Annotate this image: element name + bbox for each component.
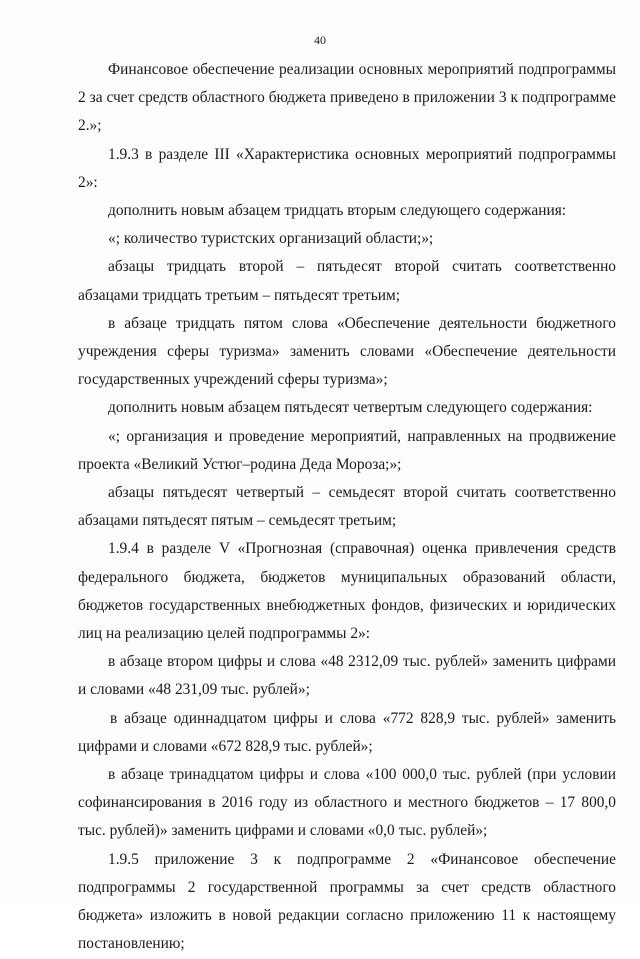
document-body [78, 56, 616, 959]
paragraph: «; организация и проведение мероприятий, направленных на продвижение проекта «Великий Устюг–родина Деда Мороза;»; [78, 427, 616, 473]
paragraph: 1.9.5 приложение 3 к подпрограмме 2 «Финансовое обеспечение подпрограммы 2 государственной программы за счет средств областного бюджета» изложить в новой редакции согласно приложению 11 к настоящему постановлению; [78, 850, 616, 953]
paragraph: абзацы тридцать второй – пятьдесят второй считать соответственно абзацами тридцать третьим – пятьдесят третьим; [78, 258, 616, 304]
paragraph: в абзаце одиннадцатом цифры и слова «772 828,9 тыс. рублей» заменить цифрами и словами «672 828,9 тыс. рублей»; [78, 709, 616, 755]
paragraph: в абзаце тридцать пятом слова «Обеспечение деятельности бюджетного учреждения сферы туризма» заменить словами «Обеспечение деятельности государственных учреждений сферы туризма»; [78, 314, 616, 389]
paragraph: в абзаце тринадцатом цифры и слова «100 000,0 тыс. рублей (при условии софинансирования в 2016 году из областного и местного бюджетов – 17 800,0 тыс. рублей)» заменить цифрами и словами «0,0 тыс. рублей»; [78, 766, 616, 840]
paragraph: абзацы пятьдесят четвертый – семьдесят второй считать соответственно абзацами пятьдесят пятым – семьдесят третьим; [78, 484, 616, 530]
paragraph: в абзаце втором цифры и слова «48 2312,09 тыс. рублей» заменить цифрами и словами «48 231,09 тыс. рублей»; [78, 653, 616, 699]
paragraph: дополнить новым абзацем тридцать вторым следующего содержания: [108, 202, 567, 220]
page-number: 40 [314, 33, 326, 47]
paragraph: 1.9.3 в разделе III «Характеристика основных мероприятий подпрограммы 2»: [78, 145, 616, 191]
paragraph: Финансовое обеспечение реализации основных мероприятий подпрограммы 2 за счет средств областного бюджета приведено в приложении 3 к подпрограмме 2.»; [78, 61, 616, 135]
paragraph: 1.9.4 в разделе V «Прогнозная (справочная) оценка привлечения средств федерального бюджета, бюджетов муниципальных образований области, бюджетов государственных внебюджетных фондов, физических и юридических лиц на реализацию целей подпрограммы 2»: [78, 540, 616, 643]
paragraph: «; количество туристских организаций области;»; [108, 230, 434, 248]
paragraph: дополнить новым абзацем пятьдесят четвертым следующего содержания: [108, 399, 593, 417]
